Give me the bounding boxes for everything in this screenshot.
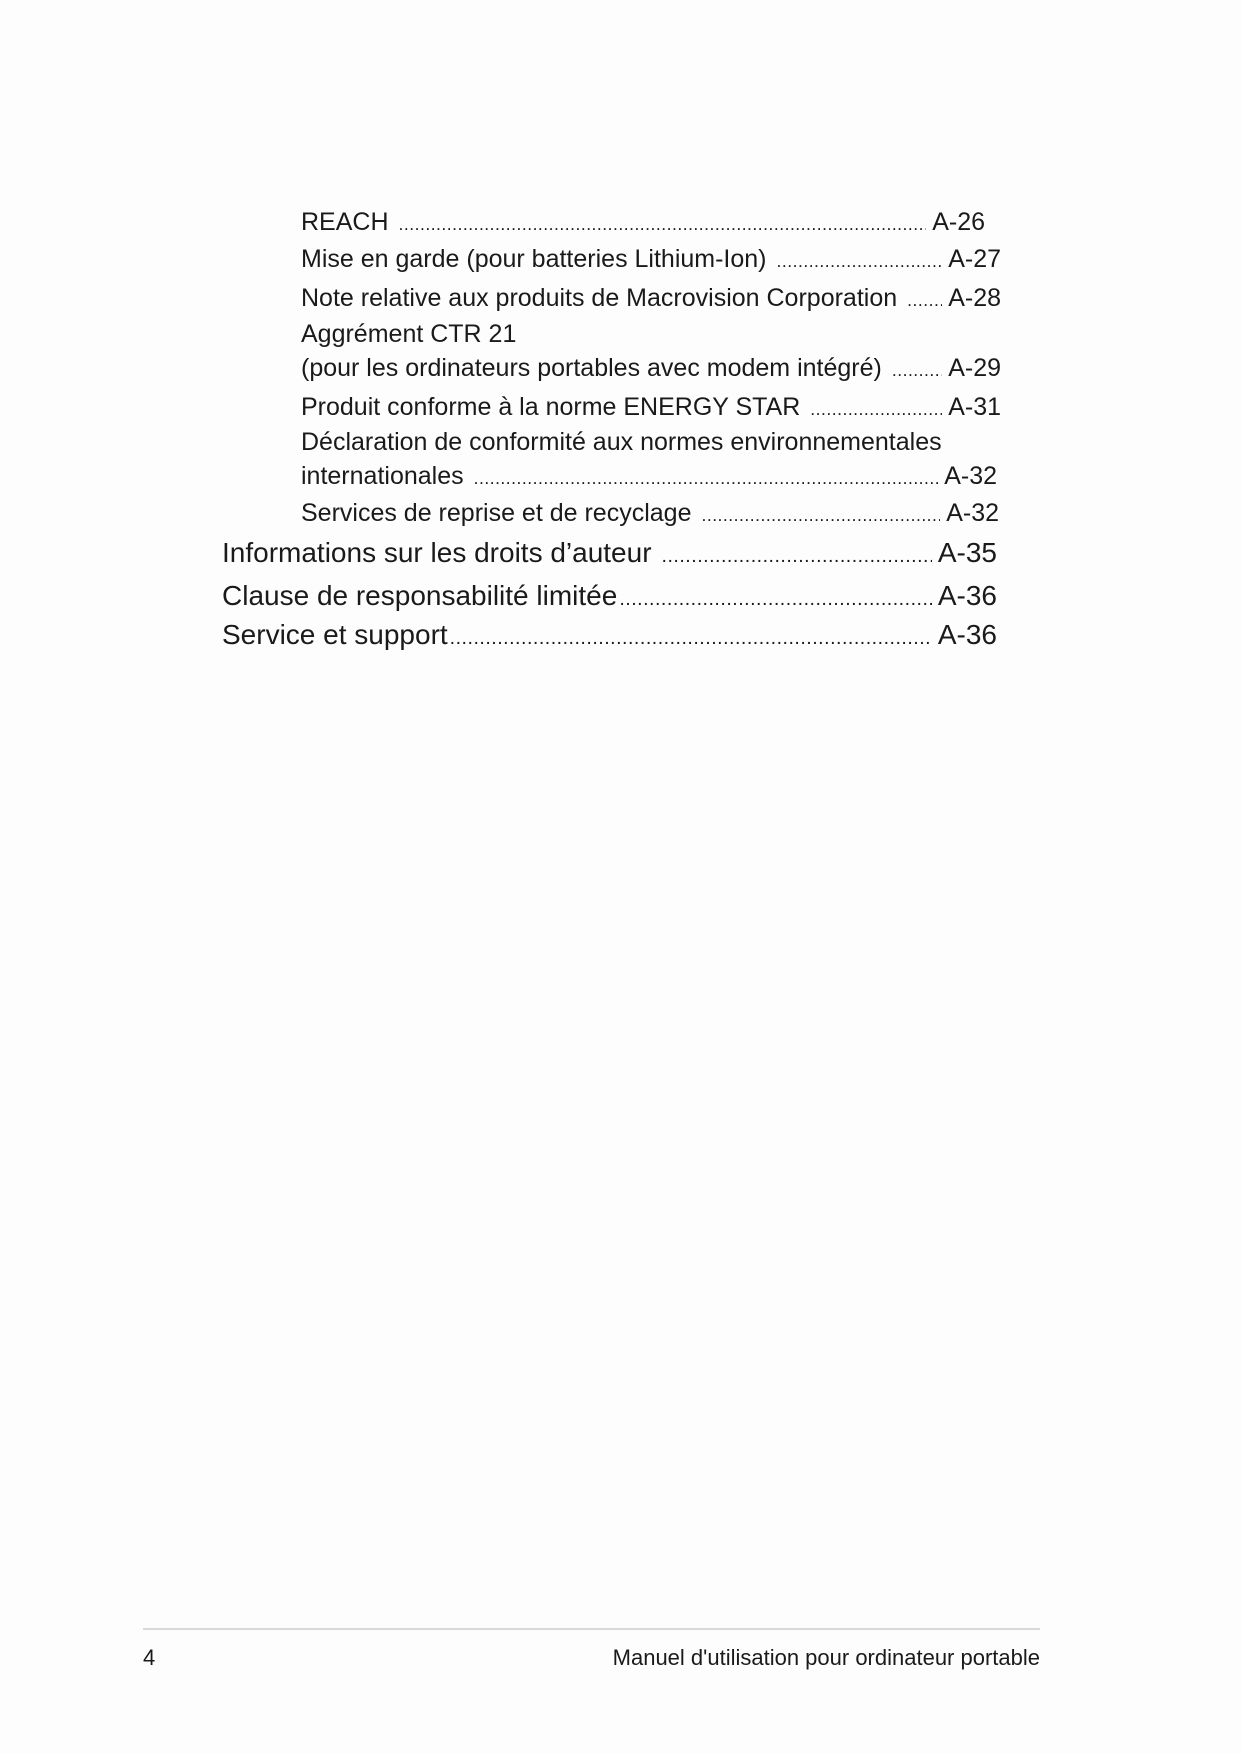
toc-entry-label: Informations sur les droits d’auteur bbox=[222, 537, 652, 568]
toc-entry-page: A-36 bbox=[937, 619, 997, 650]
toc-entry-page: A-36 bbox=[937, 580, 997, 611]
dot-leader bbox=[777, 251, 943, 272]
toc-entry-label: Note relative aux produits de Macrovision Corporation bbox=[301, 284, 898, 312]
footer-page-number: 4 bbox=[143, 1645, 156, 1670]
toc-entry-support[interactable] bbox=[222, 619, 997, 651]
dot-leader bbox=[907, 290, 942, 311]
toc-entry-reach[interactable] bbox=[301, 208, 985, 237]
toc-entry-label: Mise en garde (pour batteries Lithium-Ion) bbox=[301, 245, 767, 273]
dot-leader bbox=[474, 468, 939, 489]
dot-leader bbox=[450, 627, 932, 650]
toc-entry-ctr21[interactable] bbox=[301, 354, 1001, 383]
toc-entry-page: A-26 bbox=[932, 208, 985, 236]
toc-entry-label: Services de reprise et de recyclage bbox=[301, 499, 692, 527]
toc-entry-page: A-27 bbox=[948, 245, 1001, 273]
toc-entry-page: A-31 bbox=[948, 393, 1001, 421]
toc-entry-page: A-32 bbox=[946, 499, 999, 527]
toc-entry-label: REACH bbox=[301, 208, 389, 236]
toc-entry-label: Produit conforme à la norme ENERGY STAR bbox=[301, 393, 801, 421]
dot-leader bbox=[619, 588, 932, 611]
toc-entry-label: Service et support bbox=[222, 619, 448, 650]
dot-leader bbox=[701, 505, 940, 526]
footer-document-title: Manuel d'utilisation pour ordinateur portable bbox=[612, 1645, 1040, 1670]
toc-entry-ctr21-heading: Aggrément CTR 21 bbox=[301, 320, 517, 348]
toc-entry-page: A-28 bbox=[948, 284, 1001, 312]
dot-leader bbox=[892, 360, 942, 381]
toc-entry-lithium[interactable] bbox=[301, 245, 1001, 274]
toc-entry-energy-star[interactable] bbox=[301, 393, 1001, 422]
dot-leader bbox=[399, 214, 927, 235]
toc-entry-page: A-35 bbox=[937, 537, 997, 568]
footer-divider bbox=[143, 1628, 1040, 1630]
toc-entry-recycling[interactable] bbox=[301, 499, 999, 528]
toc-entry-macrovision[interactable] bbox=[301, 284, 1001, 313]
toc-entry-environment[interactable] bbox=[301, 462, 997, 491]
toc-entry-label: (pour les ordinateurs portables avec modem intégré) bbox=[301, 354, 882, 382]
toc-entry-liability[interactable] bbox=[222, 580, 997, 612]
dot-leader bbox=[662, 545, 932, 568]
toc-entry-label: internationales bbox=[301, 462, 464, 490]
toc-entry-environment-heading: Déclaration de conformité aux normes environnementales bbox=[301, 428, 942, 456]
toc-entry-page: A-32 bbox=[944, 462, 997, 490]
toc-entry-label: Clause de responsabilité limitée bbox=[222, 580, 618, 611]
toc-entry-page: A-29 bbox=[948, 354, 1001, 382]
dot-leader bbox=[810, 399, 942, 420]
toc-entry-copyright[interactable] bbox=[222, 537, 997, 569]
